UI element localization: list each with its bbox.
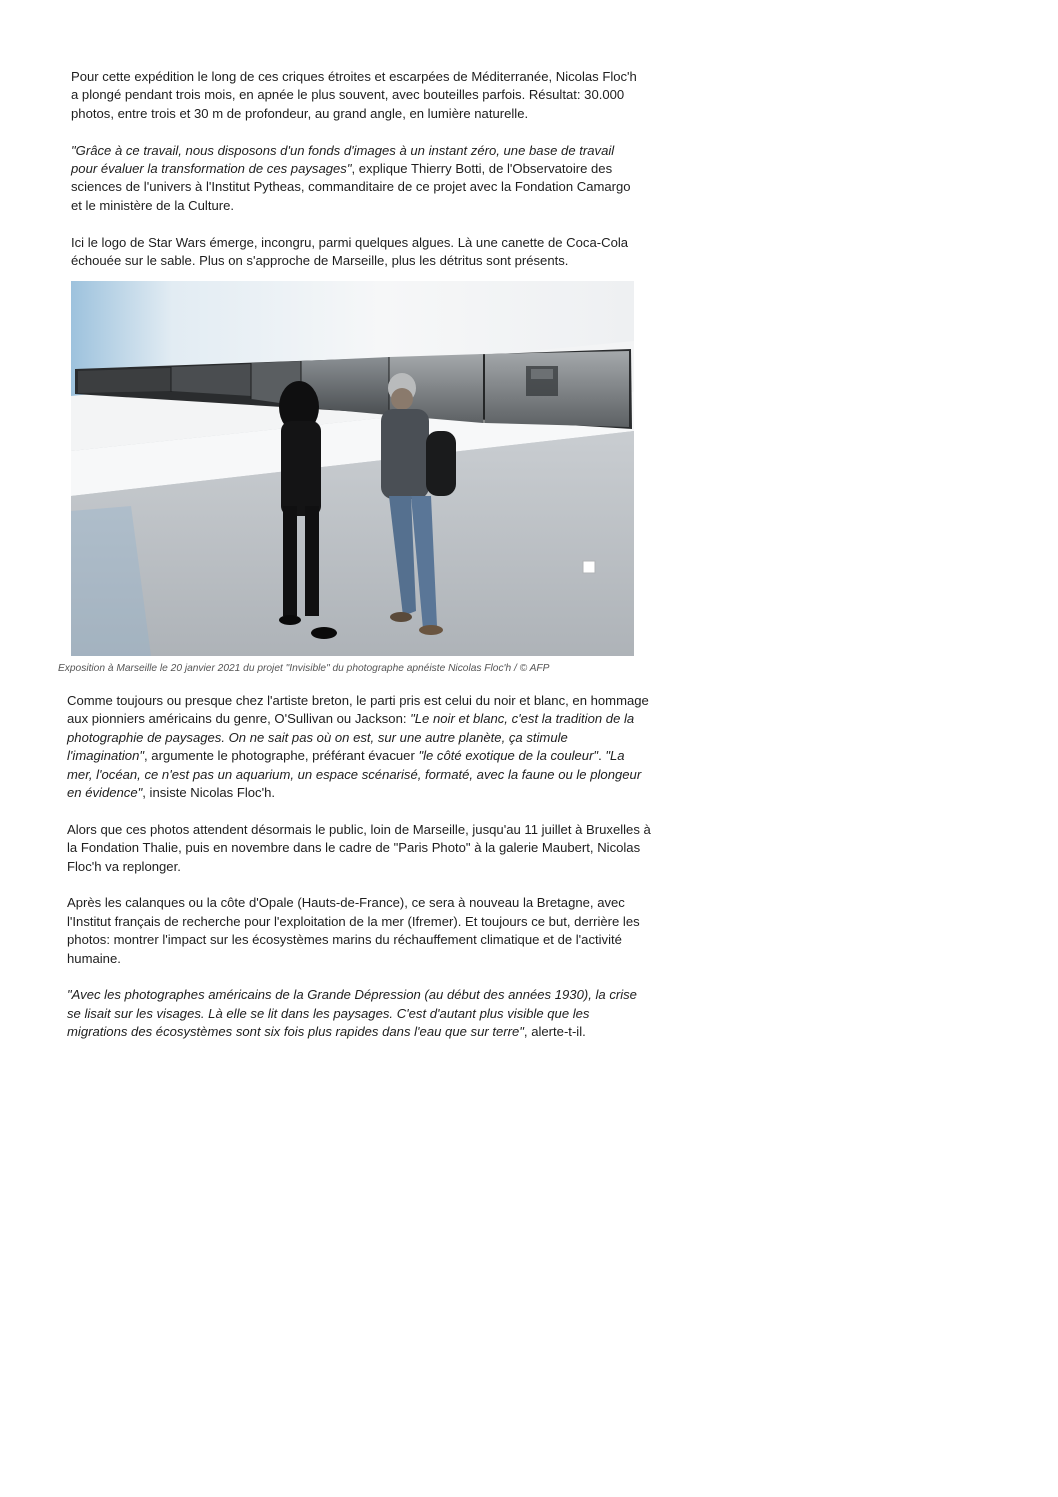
paragraph-bretagne: Après les calanques ou la côte d'Opale (Hauts-de-France), ce sera à nouveau la Bretagne, avec l'Institut français de recherche pour l'exploitation de la mer (Ifremer). Et toujours ce but, derrière les photos: montrer l'impact sur les écosystèmes marins du réchauffement climatique et de l'activité humaine. [67,895,640,966]
text-segment: Comme toujours ou presque chez l'artiste breton, le parti pris est celui du noir et blanc, en hommage aux pionniers américains du genre, O'Sullivan ou Jackson: [67,693,649,727]
paragraph-botti-quote [71,142,641,216]
photo-caption: Exposition à Marseille le 20 janvier 2021 du projet "Invisible" du photographe apnéiste Nicolas Floc'h / © AFP [58,663,550,674]
paragraph-expedition: Pour cette expédition le long de ces criques étroites et escarpées de Méditerranée, Nicolas Floc'h a plongé pendant trois mois, en apnée le plus souvent, avec bouteilles parfois. Résultat: 30.000 photos, entre trois et 30 m de profondeur, au grand angle, en lumière naturelle. [71,69,637,121]
article-body-bottom [67,692,652,1042]
paragraph-debris: Ici le logo de Star Wars émerge, incongru, parmi quelques algues. Là une canette de Coca-Cola échouée sur le sable. Plus on s'approche de Marseille, plus les détritus sont présents. [71,234,629,269]
paragraph-black-white [67,692,652,802]
article-body-top [71,68,641,270]
quote-aquarium: "La mer, l'océan, ce n'est pas un aquarium, un espace scénarisé, formaté, avec la faune ou le plongeur en évidence" [67,748,642,801]
text-segment: , argumente le photographe, préférant évacuer [144,748,419,764]
text-segment: . [598,748,606,764]
quote-botti: "Grâce à ce travail, nous disposons d'un fonds d'images à un instant zéro, une base de travail pour évaluer la transformation de ces paysages" [71,142,615,177]
quote-botti-attribution: , explique Thierry Botti, de l'Observatoire des sciences de l'univers à l'Institut Pytheas, commanditaire de ce projet avec la Fondation Camargo et le ministère de la Culture. [71,161,631,213]
exhibition-photo [71,281,634,656]
paragraph-depression-quote [67,986,652,1041]
quote-depression-attribution: , alerte-t-il. [523,1024,586,1040]
text-segment: , insiste Nicolas Floc'h. [142,785,276,801]
quote-noir-blanc: "Le noir et blanc, c'est la tradition de la photographie de paysages. On ne sait pas où on est, sur une autre planète, ça stimule l'imagination" [67,711,635,764]
quote-couleur: "le côté exotique de la couleur" [418,748,599,764]
paragraph-exhibitions: Alors que ces photos attendent désormais le public, loin de Marseille, jusqu'au 11 juillet à Bruxelles à la Fondation Thalie, puis en novembre dans le cadre de "Paris Photo" à la galerie Maubert, Nicolas Floc'h va replonger. [67,821,651,874]
quote-depression: "Avec les photographes américains de la Grande Dépression (au début des années 1930), la crise se lisait sur les visages. Là elle se lit dans les paysages. C'est d'autant plus visible que les migrations des écosystèmes sont six fois plus rapides dans l'eau que sur terre" [67,987,637,1040]
